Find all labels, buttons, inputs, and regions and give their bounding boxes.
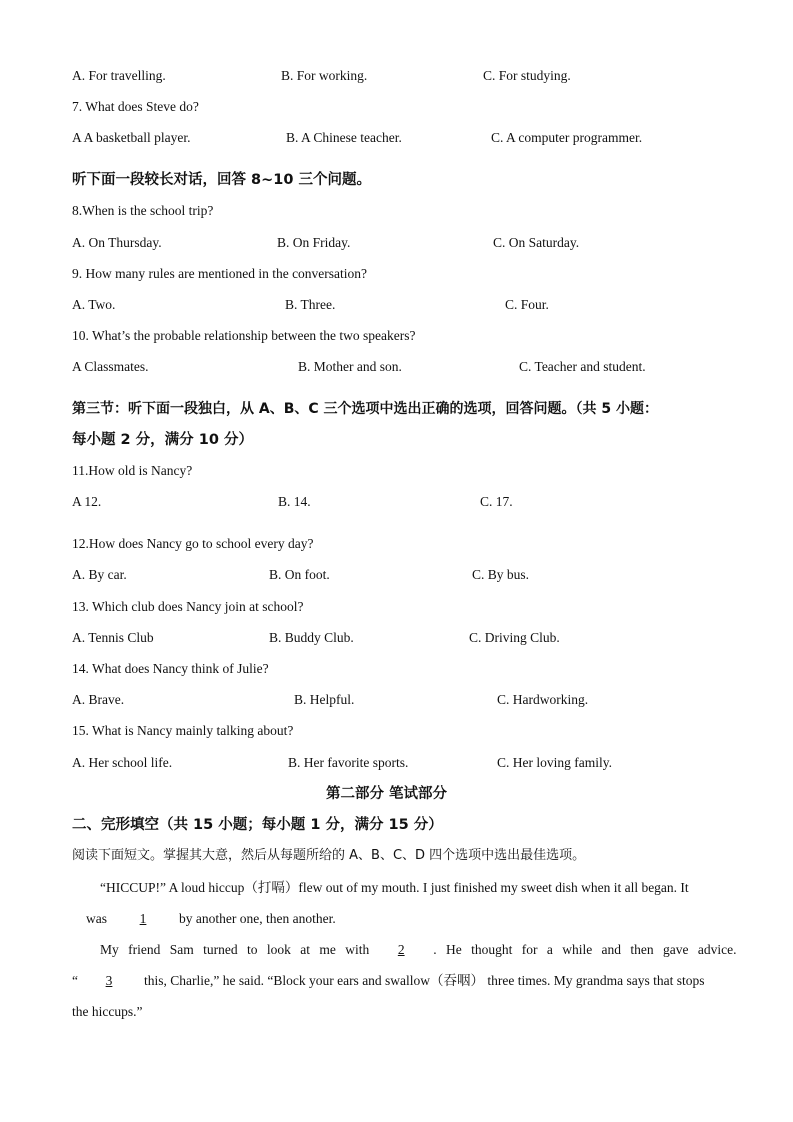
q11-option-c: C. 17. bbox=[480, 494, 513, 509]
passage-line-justified bbox=[100, 934, 737, 965]
q11-question: 11.How old is Nancy? bbox=[72, 463, 193, 478]
passage-line bbox=[72, 934, 737, 965]
q12-question: 12.How does Nancy go to school every day? bbox=[72, 536, 314, 551]
q10-option-c: C. Teacher and student. bbox=[519, 359, 646, 374]
q11-option-b: B. 14. bbox=[278, 494, 311, 509]
q9-question: 9. How many rules are mentioned in the conversation? bbox=[72, 266, 368, 281]
passage-line bbox=[72, 903, 724, 934]
passage-text: by another one, then another. bbox=[179, 911, 336, 926]
q15-question: 15. What is Nancy mainly talking about? bbox=[72, 723, 294, 738]
section3-heading-line1: 第三节：听下面一段独白，从 A、B、C 三个选项中选出正确的选项，回答问题。（共 5 小题： bbox=[72, 401, 659, 417]
q13-option-a: A. Tennis Club bbox=[72, 630, 154, 645]
blank-1[interactable]: 1 bbox=[139, 911, 147, 926]
q13-question: 13. Which club does Nancy join at school? bbox=[72, 599, 304, 614]
part2-title: 第二部分 笔试部分 bbox=[326, 786, 448, 802]
q10-option-b: B. Mother and son. bbox=[298, 359, 402, 374]
passage-line bbox=[72, 872, 724, 903]
q15-option-b: B. Her favorite sports. bbox=[288, 755, 409, 770]
q14-option-a: A. Brave. bbox=[72, 692, 125, 707]
cloze-heading: 二、完形填空（共 15 小题；每小题 1 分，满分 15 分） bbox=[72, 817, 443, 833]
q12-option-a: A. By car. bbox=[72, 567, 127, 582]
passage-text: “ bbox=[72, 973, 78, 988]
q14-option-c: C. Hardworking. bbox=[497, 692, 589, 707]
q9-option-b: B. Three. bbox=[285, 297, 336, 312]
q10-question: 10. What’s the probable relationship between the two speakers? bbox=[72, 328, 416, 343]
q8-option-c: C. On Saturday. bbox=[493, 235, 580, 250]
q7-option-b: B. A Chinese teacher. bbox=[286, 130, 402, 145]
q11-option-a: A 12. bbox=[72, 494, 102, 509]
q15-option-c: C. Her loving family. bbox=[497, 755, 612, 770]
passage-text: the hiccups.” bbox=[72, 1004, 143, 1019]
passage-line bbox=[72, 965, 724, 996]
passage-text: was bbox=[86, 911, 107, 926]
blank-2[interactable]: 2 bbox=[397, 942, 405, 957]
q12-option-c: C. By bus. bbox=[472, 567, 530, 582]
q9-option-c: C. Four. bbox=[505, 297, 549, 312]
q14-question: 14. What does Nancy think of Julie? bbox=[72, 661, 269, 676]
instruction-8-10: 听下面一段较长对话，回答 8~10 三个问题。 bbox=[72, 172, 372, 188]
passage-text: My friend Sam turned to look at me with bbox=[100, 942, 370, 957]
passage-line bbox=[72, 996, 724, 1027]
q7-option-a: A A basketball player. bbox=[72, 130, 191, 145]
q9-option-a: A. Two. bbox=[72, 297, 116, 312]
blank-3[interactable]: 3 bbox=[105, 973, 113, 988]
q13-option-b: B. Buddy Club. bbox=[269, 630, 354, 645]
q12-option-b: B. On foot. bbox=[269, 567, 330, 582]
passage-text: this, Charlie,” he said. “Block your ears and swallow（吞咽） three times. My grandma says that stops bbox=[144, 973, 705, 988]
q8-option-b: B. On Friday. bbox=[277, 235, 351, 250]
q8-option-a: A. On Thursday. bbox=[72, 235, 162, 250]
q6-option-a: A. For travelling. bbox=[72, 68, 166, 83]
q13-option-c: C. Driving Club. bbox=[469, 630, 560, 645]
passage-text: “HICCUP!” A loud hiccup（打嗝）flew out of my mouth. I just finished my sweet dish when it all began. It bbox=[100, 880, 689, 895]
q7-option-c: C. A computer programmer. bbox=[491, 130, 643, 145]
cloze-instruction: 阅读下面短文。掌握其大意，然后从每题所给的 A、B、C、D 四个选项中选出最佳选项。 bbox=[72, 848, 586, 863]
q7-question: 7. What does Steve do? bbox=[72, 99, 199, 114]
q15-option-a: A. Her school life. bbox=[72, 755, 173, 770]
q10-option-a: A Classmates. bbox=[72, 359, 149, 374]
q14-option-b: B. Helpful. bbox=[294, 692, 355, 707]
passage-text: . He thought for a while and then gave advice. bbox=[433, 942, 737, 957]
q6-option-c: C. For studying. bbox=[483, 68, 571, 83]
cloze-passage bbox=[72, 872, 737, 1027]
q8-question: 8.When is the school trip? bbox=[72, 203, 214, 218]
section3-heading-line2: 每小题 2 分，满分 10 分） bbox=[72, 432, 253, 448]
q6-option-b: B. For working. bbox=[281, 68, 368, 83]
